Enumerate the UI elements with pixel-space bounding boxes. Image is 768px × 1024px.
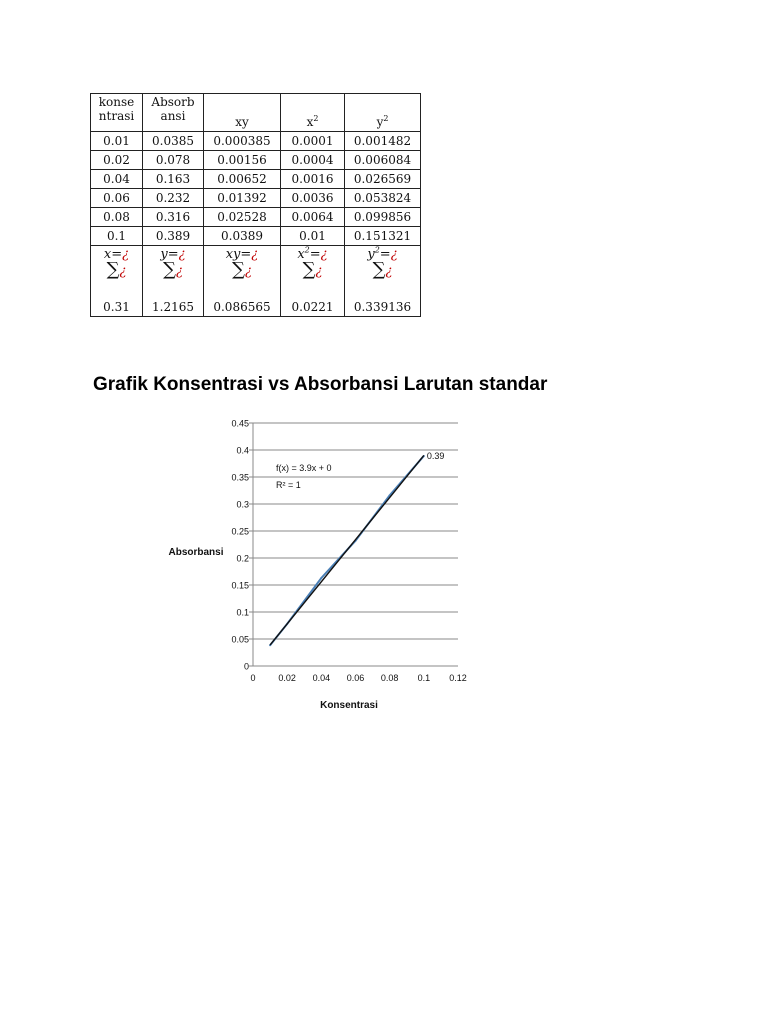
x-tick-label: 0.04 [312,673,331,683]
sum-value: 0.0221 [291,300,334,314]
table-cell: 0.0001 [281,132,345,151]
sum-row [91,246,421,317]
sum-label: $y^2=¿$ [367,245,398,262]
table-cell: 0.163 [143,170,204,189]
y-axis-ticks [231,419,253,672]
table-cell: 0.02528 [204,208,281,227]
table-cell: 0.0036 [281,189,345,208]
sigma-symbol: ∑¿ [106,259,127,280]
table-row [91,132,421,151]
y-tick-label: 0.2 [236,553,249,564]
sum-label: $x^2=¿$ [297,245,328,262]
table-row [91,151,421,170]
y-tick-label: 0.25 [231,526,249,537]
x-tick-label: 0.06 [346,673,365,683]
x-tick-label: 0 [250,673,256,683]
table-cell: 0.02 [91,151,143,170]
sum-label: xy=¿ [225,247,259,262]
table-cell: 0.000385 [204,132,281,151]
table-cell: 0.0389 [204,227,281,246]
table-cell: 0.0016 [281,170,345,189]
sum-value: 0.31 [103,300,130,314]
table-cell: 0.01392 [204,189,281,208]
table-cell: 0.316 [143,208,204,227]
column-header: Absorb ansi [143,94,204,132]
y-tick-label: 0 [243,661,249,672]
y-axis-label: Absorbansi [168,547,224,558]
table-cell: 0.1 [91,227,143,246]
sigma-symbol: ∑¿ [163,259,183,280]
chart-title: Grafik Konsentrasi vs Absorbansi Larutan standar [93,374,548,395]
table-row [91,208,421,227]
superscript: 2 [383,114,389,123]
x-axis-ticks [250,673,466,683]
table-cell: 0.01 [281,227,345,246]
sum-value: 0.086565 [213,300,271,314]
sigma-symbol: ∑¿ [302,259,323,280]
table-cell: 0.026569 [345,170,421,189]
sum-value: 0.339136 [353,300,412,314]
data-point [320,577,322,579]
column-header: xy [204,94,281,132]
superscript: 2 [313,114,319,123]
table-cell: 0.0004 [281,151,345,170]
sum-label: x=¿ [103,247,130,262]
table-cell: 0.00156 [204,151,281,170]
table-cell: 0.099856 [345,208,421,227]
sum-cell [143,246,204,317]
table-body [91,132,421,246]
data-label: 0.39 [426,450,445,461]
table-cell: 0.0064 [281,208,345,227]
trendline-equation: f(x) = 3.9x + 0 [276,463,332,473]
sum-cell [204,246,281,317]
y-tick-label: 0.1 [236,607,249,618]
sigma-symbol: ∑¿ [232,259,252,280]
x-axis-label: Konsentrasi [320,700,378,711]
y-tick-label: 0.35 [231,472,249,483]
sum-cell [345,246,421,317]
r-squared-label: R² = 1 [276,480,301,490]
table-row [91,189,421,208]
column-header: $x^2$ [281,94,345,132]
sum-label: y=¿ [160,247,186,262]
data-table [90,93,421,317]
table-cell: 0.001482 [345,132,421,151]
x-tick-label: 0.1 [417,673,431,683]
table-cell: 0.00652 [204,170,281,189]
table-cell: 0.078 [143,151,204,170]
table-cell: 0.06 [91,189,143,208]
table-cell: 0.053824 [345,189,421,208]
x-tick-label: 0.12 [449,673,467,683]
table-row [91,170,421,189]
column-header: $y^2$ [345,94,421,132]
sum-cell [91,246,143,317]
sum-cell [281,246,345,317]
table-cell: 0.006084 [345,151,421,170]
sigma-symbol: ∑¿ [372,259,393,280]
table-cell: 0.389 [143,227,204,246]
table-cell: 0.151321 [345,227,421,246]
y-tick-label: 0.05 [231,634,249,645]
table-cell: 0.01 [91,132,143,151]
y-tick-label: 0.4 [236,445,249,456]
table-cell: 0.232 [143,189,204,208]
table-cell: 0.0385 [143,132,204,151]
column-header: konse ntrasi [91,94,143,132]
x-tick-label: 0.02 [278,673,296,683]
x-tick-label: 0.08 [380,673,399,683]
y-tick-label: 0.15 [231,580,249,591]
chart [150,410,490,720]
y-tick-label: 0.3 [236,499,249,510]
y-tick-label: 0.45 [231,418,249,429]
sum-value: 1.2165 [152,300,194,314]
table-cell: 0.08 [91,208,143,227]
table-header-row [91,94,421,132]
table-cell: 0.04 [91,170,143,189]
table-row [91,227,421,246]
